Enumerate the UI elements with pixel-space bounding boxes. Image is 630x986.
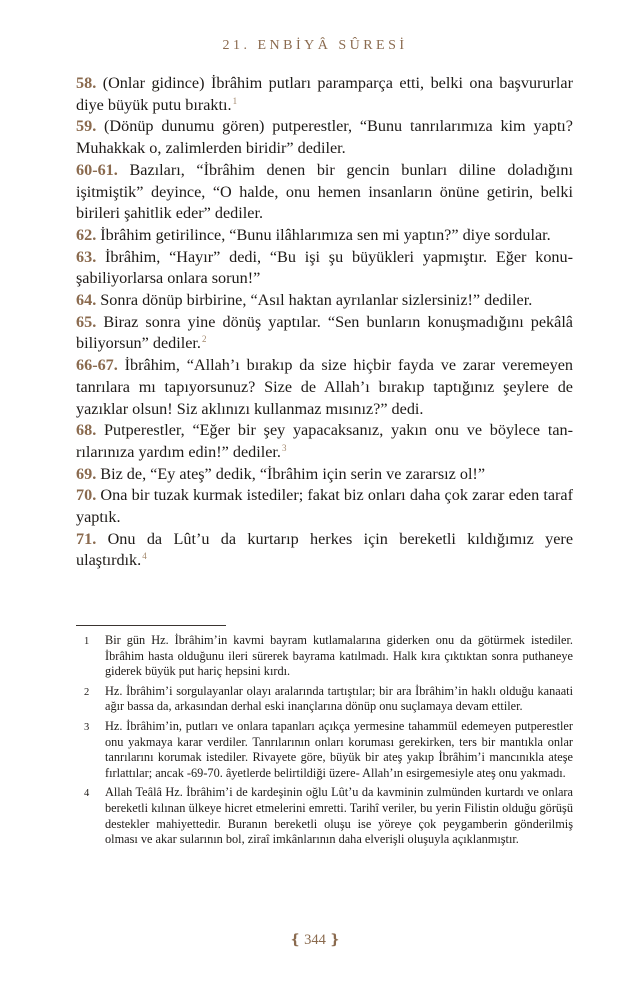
footnote-list [76,633,573,852]
verse [76,116,573,159]
verse-number: 58. [76,74,97,92]
verse-text: Ona bir tuzak kurmak istediler; fakat biz onları daha çok zarar eden taraf yaptık. [76,486,574,527]
footnote-reference[interactable]: 2 [201,334,207,345]
ornament-left-icon: ❴ [289,933,302,948]
page-number: 344 [304,932,326,948]
verse-list [76,73,573,572]
footnote [76,684,573,715]
running-head: 21. ENBİYÂ SÛRESİ [222,38,408,53]
verse [76,290,573,312]
verse-number: 62. [76,225,97,244]
footnote-number: 4 [84,788,90,800]
verse [76,312,573,355]
verse [76,247,573,290]
verse-number: 63. [76,247,97,266]
verse-text: Sonra dönüp birbirine, “Asıl haktan ayrılanlar sizlersiniz!” dediler. [100,291,533,310]
footnote-text: Hz. İbrâhim’i sorgulayanlar olayı aralarında tartıştılar; bir ara İbrâhim’in haklı olduğu kanaati ağır bassa da, arkasından derhal eski inançlarına dönüp onu suçlamaya devam ettiler. [105,683,573,714]
footnote-number: 2 [84,686,90,698]
verse-text: (Dönüp dunumu gören) putperestler, “Bunu tanrılarımıza kim yaptı? Muhakkak o, zalimlerden biridir” dediler. [76,117,573,158]
footnote-reference[interactable]: 4 [142,551,147,562]
verse-text: Onu da Lût’u da kurtarıp herkes için bereketli kıldığımız yere ulaştırdık. [76,529,573,570]
footnote-text: Bir gün Hz. İbrâhim’in kavmi bayram kutlamalarına giderken onu da götürmek istediler. İbrâhim hasta olduğunu ileri sürerek bayrama katılmadı. Halk kıra çıktıktan sonra puthaneye giderek büyük put hariç hepsini kırdı. [105,633,573,679]
footnote-text: Allah Teâlâ Hz. İbrâhim’i de kardeşinin oğlu Lût’u da kavminin zulmünden kurtardı ve onlara bereketli kılınan ülkeye hicret etmelerini emretti. Tarihî veriler, bu yerin Filistin olduğu görüşü destekler mahiyettedir. Buranın bereketli oluşu ise yöreye çok peygamberin gönderilmiş olması ve akar sularının bol, ziraî imkânlarının daha elverişli oluşuyla açıklanmıştır. [105,785,573,847]
verse [76,485,573,528]
footnote-text: Hz. İbrâhim’in, putları ve onlara tapanları açıkça yermesine tahammül edemeyen putperestler onu yakmaya karar verdiler. Tanrılarının onları koruması gerekirken, ters bir mantıkla onlar tanrılarını korumak istediler. Rivayete göre, büyük bir ateş yakıp İbrâhim’i mancınıkla ateşe fırlattılar; ancak -69-70. âyetlerde belirtildiği üzere- Allah’ın esirgemesiyle ateş onu yakmadı. [105,718,573,780]
footnote-number: 1 [84,636,90,647]
verse-number: 60-61. [76,160,118,179]
page-footer [0,932,630,949]
footnote-reference[interactable]: 1 [232,95,238,106]
verse-text: İbrâhim, “Hayır” dedi, “Bu işi şu büyükleri yapmıştır. Eğer konuşabiliyorlarsa onlara sorun!” [76,247,574,288]
verse-text: Biz de, “Ey ateş” dedik, “İbrâhim için serin ve zararsız ol!” [100,464,486,483]
verse-number: 66-67. [76,356,118,375]
verse-text: Biraz sonra yine dönüş yaptılar. “Sen bunların konuşmadığını pekâlâ biliyorsun” dediler. [76,312,573,353]
verse-text: İbrâhim getirilince, “Bunu ilâhlarımıza sen mi yaptın?” diye sordular. [100,225,551,244]
verse [76,464,573,486]
footnote-number: 3 [84,721,90,733]
verse [76,73,573,116]
verse [76,355,573,420]
verse-text: Bazıları, “İbrâhim denen bir gencin bunları diline doladığını işitmiştik” deyince, “O halde, onu hemen insanların önüne getirin, belki birileri şahitlik eder” dediler. [76,160,573,223]
verse-number: 65. [76,312,97,331]
verse-text: İbrâhim, “Allah’ı bırakıp da size hiçbir fayda ve zarar veremeyen tanrılara mı tapıyorsunuz? Size de Allah’ı bırakıp taptığınız şeylere de yazıklar olsun! Siz aklınızı kullanmaz mısınız?” dedi. [76,356,573,418]
footnote [76,719,573,781]
footnote [76,785,573,847]
verse-text: (Onlar gidince) İbrâhim putları paramparça etti, belki ona başvururlar diye büyük putu bıraktı. [76,74,573,114]
verse-text: Putperestler, “Eğer bir şey yapacaksanız, yakın onu ve böylece tanrılarınıza yardım edin!” dediler. [76,421,574,461]
verse [76,420,573,463]
footnote-reference[interactable]: 3 [281,442,287,453]
verse-number: 59. [76,117,97,136]
verse [76,160,573,225]
footnote [76,633,573,680]
verse-number: 68. [76,421,97,440]
verse-number: 70. [76,486,97,505]
verse-number: 71. [76,529,97,548]
verse-number: 64. [76,291,97,310]
verse [76,225,573,247]
verse [76,529,573,572]
verse-number: 69. [76,464,97,483]
ornament-right-icon: ❵ [328,933,341,948]
footnote-separator [76,625,226,626]
